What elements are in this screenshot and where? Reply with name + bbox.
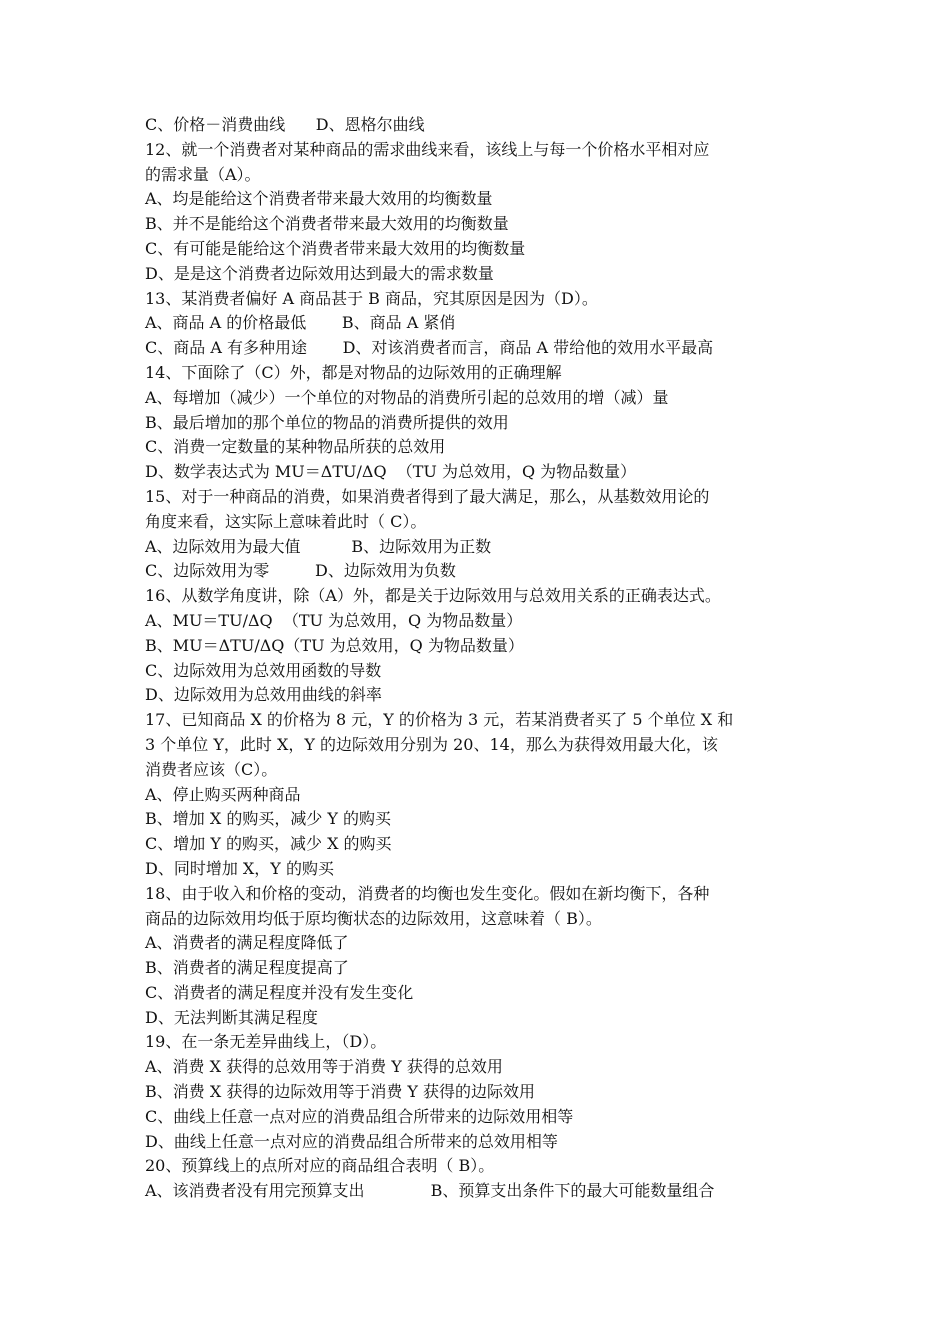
text-line: 角度来看，这实际上意味着此时（ C）。 [145, 511, 427, 531]
text-line: 18、由于收入和价格的变动，消费者的均衡也发生变化。假如在新均衡下，各种 [145, 883, 710, 903]
text-line: A、停止购买两种商品 [145, 784, 301, 804]
text-line: A、消费 X 获得的总效用等于消费 Y 获得的总效用 [145, 1057, 503, 1077]
text-line: 16、从数学角度讲，除（A）外，都是关于边际效用与总效用关系的正确表达式。 [145, 586, 721, 606]
text-line: A、商品 A 的价格最低 B、商品 A 紧俏 [145, 313, 456, 333]
text-line: C、有可能是能给这个消费者带来最大效用的均衡数量 [145, 238, 526, 258]
text-line: 15、对于一种商品的消费，如果消费者得到了最大满足，那么，从基数效用论的 [145, 486, 710, 506]
text-line: 14、下面除了（C）外，都是对物品的边际效用的正确理解 [145, 362, 562, 382]
text-line: C、消费一定数量的某种物品所获的总效用 [145, 437, 446, 457]
text-line: A、每增加（减少）一个单位的对物品的消费所引起的总效用的增（减）量 [145, 387, 669, 407]
text-line: 的需求量（A）。 [145, 164, 261, 184]
text-line: C、增加 Y 的购买，减少 X 的购买 [145, 834, 392, 854]
text-line: 3 个单位 Y，此时 X，Y 的边际效用分别为 20、14，那么为获得效用最大化，该 [145, 734, 718, 754]
text-line: D、边际效用为总效用曲线的斜率 [145, 685, 382, 705]
text-line: 19、在一条无差异曲线上，（D）。 [145, 1032, 387, 1052]
text-line: C、边际效用为零 D、边际效用为负数 [145, 561, 456, 581]
text-line: 12、就一个消费者对某种商品的需求曲线来看，该线上与每一个价格水平相对应 [145, 139, 710, 159]
text-line: C、价格－消费曲线 D、恩格尔曲线 [145, 115, 425, 134]
text-line: C、商品 A 有多种用途 D、对该消费者而言，商品 A 带给他的效用水平最高 [145, 338, 714, 358]
text-line: A、边际效用为最大值 B、边际效用为正数 [145, 536, 492, 556]
text-line: A、均是能给这个消费者带来最大效用的均衡数量 [145, 189, 493, 209]
text-line: 消费者应该（C）。 [145, 759, 278, 779]
text-line: B、MU＝ΔTU/ΔQ（TU 为总效用，Q 为物品数量） [145, 635, 524, 655]
text-line: B、并不是能给这个消费者带来最大效用的均衡数量 [145, 214, 509, 234]
text-line: D、无法判断其满足程度 [145, 1007, 318, 1027]
text-line: C、曲线上任意一点对应的消费品组合所带来的边际效用相等 [145, 1106, 574, 1126]
text-line: B、增加 X 的购买，减少 Y 的购买 [145, 809, 392, 829]
text-line: 商品的边际效用均低于原均衡状态的边际效用，这意味着（ B）。 [145, 908, 602, 928]
text-line: 13、某消费者偏好 A 商品甚于 B 商品，究其原因是因为（D）。 [145, 288, 598, 308]
text-line: D、是是这个消费者边际效用达到最大的需求数量 [145, 263, 494, 283]
text-line: A、消费者的满足程度降低了 [145, 933, 349, 953]
text-line: D、数学表达式为 MU＝ΔTU/ΔQ （TU 为总效用，Q 为物品数量） [145, 462, 637, 482]
text-line: D、曲线上任意一点对应的消费品组合所带来的总效用相等 [145, 1131, 558, 1151]
document-page [145, 113, 815, 1204]
text-line: D、同时增加 X，Y 的购买 [145, 858, 334, 878]
text-line: B、最后增加的那个单位的物品的消费所提供的效用 [145, 412, 509, 432]
text-line: B、消费 X 获得的边际效用等于消费 Y 获得的边际效用 [145, 1082, 536, 1102]
text-line: A、MU＝TU/ΔQ （TU 为总效用，Q 为物品数量） [145, 610, 523, 630]
text-line: 20、预算线上的点所对应的商品组合表明（ B）。 [145, 1156, 495, 1176]
text-line: C、消费者的满足程度并没有发生变化 [145, 982, 414, 1002]
text-line: A、该消费者没有用完预算支出 B、预算支出条件下的最大可能数量组合 [145, 1181, 715, 1201]
text-line: 17、已知商品 X 的价格为 8 元，Y 的价格为 3 元，若某消费者买了 5 个单位 X 和 [145, 710, 734, 730]
text-line: C、边际效用为总效用函数的导数 [145, 660, 382, 680]
text-line: B、消费者的满足程度提高了 [145, 958, 349, 978]
